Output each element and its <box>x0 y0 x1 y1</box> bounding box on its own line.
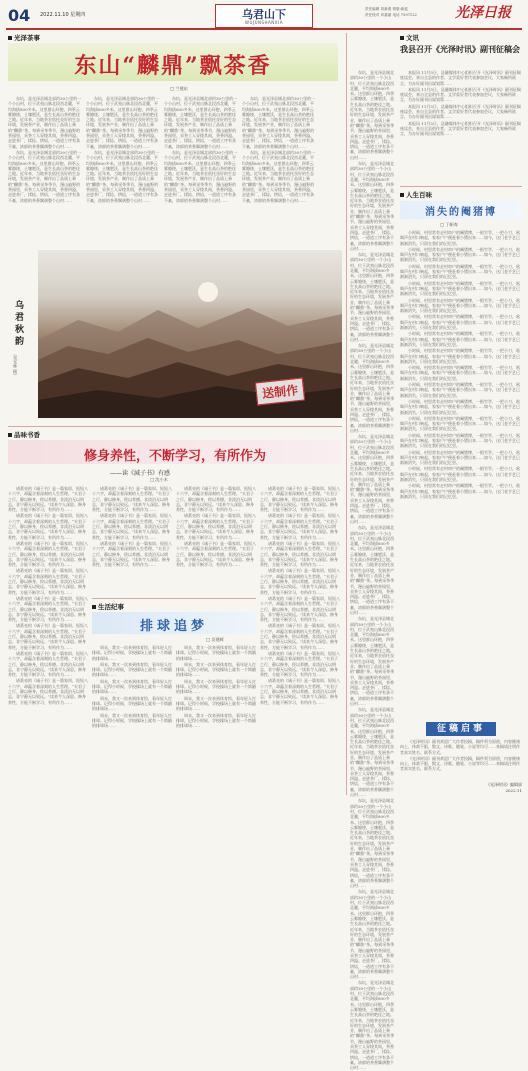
bullet-icon <box>8 36 12 40</box>
article2-col-3: 诸葛亮的《诫子书》是一篇家训，短短八十六字，却蕴含着深刻的人生哲理。“夫君子之行，静以修身，俭以养德。非淡泊无以明志，非宁静无以致远。”读来令人深思。修身养性，方能不断学习，有所作为…… 诸葛亮的《诫子书》是一篇家训，短短八十六字，却蕴含着深刻的人生哲理。“夫君子之行，静以修身，俭以养德。非淡泊无以明志，非宁静无以致远。”读来令人深思。修身养性，方能不断学习，有所作为…… 诸葛亮的《诫子书》是一篇家训，短短八十六字，却蕴含着深刻的人生哲理。“夫君子之行，静以修身，俭以养德。非淡泊无以明志，非宁静无以致远。”读来令人深思。修身养性，方能不断学习，有所作为…… <box>176 486 256 568</box>
bullet-icon <box>400 193 404 197</box>
section-label-notice: 文讯 <box>400 33 419 42</box>
article3-col-2: 周末，我又一次来到体育馆，看年轻人打排球。记得小时候，学校操场上就有一个简陋的排球场…… 周末，我又一次来到体育馆，看年轻人打排球。记得小时候，学校操场上就有一个简陋的排球场…… 周末，我又一次来到体育馆，看年轻人打排球。记得小时候，学校操场上就有一个简陋的排球场…… 周末，我又一次来到体育馆，看年轻人打排球。记得小时候，学校操场上就有一个简陋的排球场…… 周末，我又一次来到体育馆，看年轻人打排球。记得小时候，学校操场上就有一个简陋的排球场…… <box>176 645 256 729</box>
article4-headline: 消失的阉猪博 <box>425 207 497 218</box>
article2-headline-banner <box>8 440 342 464</box>
notice-body: 本报讯 11月5日，县融媒体中心组织召开《光泽时讯》副刊征稿座谈会，来自全县的作者、文学爱好者代表参加会议，大家畅所欲言，为办好副刊出谋划策…… 本报讯 11月5日，县融媒体中心组织召开《光泽时讯》副刊征稿座谈会，来自全县的作者、文学爱好者代表参加会议，大家畅所欲言，为办好副刊出谋划策…… 本报讯 11月5日，县融媒体中心组织召开《光泽时讯》副刊征稿座谈会，来自全县的作者、文学爱好者代表参加会议，大家畅所欲言，为办好副刊出谋划策…… 本报讯 11月5日，县融媒体中心组织召开《光泽时讯》副刊征稿座谈会，来自全县的作者、文学爱好者代表参加会议，大家畅所欲言，为办好副刊出谋划策…… <box>400 70 521 137</box>
article2-byline: □ 沈小木 <box>150 477 168 482</box>
article1-col-5 <box>320 96 342 246</box>
landscape-photo <box>38 250 342 418</box>
issue-date: 2022.11.10 星期四 <box>40 12 86 18</box>
bullet-icon <box>400 36 404 40</box>
article1-col-1: 东坑，是光泽县城北部约30公里的一个小山村，位于武夷山脉北段西北麓，平均海拔800多米。这里群山环抱，四季云雾缭绕，土壤肥沃，是生长高山茶的绝佳之地。近年来，当地茶农依托良好的生态环境，发展茶产业，制作出了品质上乘的“麟鼎”茶。每到采茶季节，漫山遍野的茶园里，采茶工人穿梭其间，茶香四溢。走进茶厂，揉捻、烘焙，一道道工序有条不紊，浓郁的茶香飘满整个山村…… 东坑，是光泽县城北部约30公里的一个小山村，位于武夷山脉北段西北麓，平均海拔800多米。这里群山环抱，四季云雾缭绕，土壤肥沃，是生长高山茶的绝佳之地。近年来，当地茶农依托良好的生态环境，发展茶产业，制作出了品质上乘的“麟鼎”茶。每到采茶季节，漫山遍野的茶园里，采茶工人穿梭其间，茶香四溢。走进茶厂，揉捻、烘焙，一道道工序有条不紊，浓郁的茶香飘满整个山村…… <box>8 96 82 203</box>
section-label-life: 生活纪事 <box>92 602 124 611</box>
section-label-tea: 光泽茶事 <box>8 33 40 42</box>
editor-line: 责任编辑 刘新燕 排版:新蓝 <box>365 7 409 11</box>
article3-byline: □ 吴建辉 <box>206 637 224 642</box>
section-title-box <box>215 4 313 28</box>
section-label-books: 品味书香 <box>8 430 40 439</box>
masthead-logo: 光泽日报 <box>455 5 511 21</box>
page-header <box>0 0 528 30</box>
article2-subhead: ——读《減子书》有感 <box>110 470 171 477</box>
photo-caption <box>12 300 32 377</box>
article2-col-2: 诸葛亮的《诫子书》是一篇家训，短短八十六字，却蕴含着深刻的人生哲理。“夫君子之行，静以修身，俭以养德。非淡泊无以明志，非宁静无以致远。”读来令人深思。修身养性，方能不断学习，有所作为…… 诸葛亮的《诫子书》是一篇家训，短短八十六字，却蕴含着深刻的人生哲理。“夫君子之行，静以修身，俭以养德。非淡泊无以明志，非宁静无以致远。”读来令人深思。修身养性，方能不断学习，有所作为…… 诸葛亮的《诫子书》是一篇家训，短短八十六字，却蕴含着深刻的人生哲理。“夫君子之行，静以修身，俭以养德。非淡泊无以明志，非宁静无以致远。”读来令人深思。修身养性，方能不断学习，有所作为…… <box>92 486 172 568</box>
article4-headline-banner <box>400 201 522 219</box>
article2-col-4: 诸葛亮的《诫子书》是一篇家训，短短八十六字，却蕴含着深刻的人生哲理。“夫君子之行，静以修身，俭以养德。非淡泊无以明志，非宁静无以致远。”读来令人深思。修身养性，方能不断学习，有所作为…… 诸葛亮的《诫子书》是一篇家训，短短八十六字，却蕴含着深刻的人生哲理。“夫君子之行，静以修身，俭以养德。非淡泊无以明志，非宁静无以致远。”读来令人深思。修身养性，方能不断学习，有所作为…… 诸葛亮的《诫子书》是一篇家训，短短八十六字，却蕴含着深刻的人生哲理。“夫君子之行，静以修身，俭以养德。非淡泊无以明志，非宁静无以致远。”读来令人深思。修身养性，方能不断学习，有所作为…… 诸葛亮的《诫子书》是一篇家训，短短八十六字，却蕴含着深刻的人生哲理。“夫君子之行，静以修身，俭以养德。非淡泊无以明志，非宁静无以致远。”读来令人深思。修身养性，方能不断学习，有所作为…… 诸葛亮的《诫子书》是一篇家训，短短八十六字，却蕴含着深刻的人生哲理。“夫君子之行，静以修身，俭以养德。非淡泊无以明志，非宁静无以致远。”读来令人深思。修身养性，方能不断学习，有所作为…… 诸葛亮的《诫子书》是一篇家训，短短八十六字，却蕴含着深刻的人生哲理。“夫君子之行，静以修身，俭以养德。非淡泊无以明志，非宁静无以致远。”读来令人深思。修身养性，方能不断学习，有所作为…… 诸葛亮的《诫子书》是一篇家训，短短八十六字，却蕴含着深刻的人生哲理。“夫君子之行，静以修身，俭以养德。非淡泊无以明志，非宁静无以致远。”读来令人深思。修身养性，方能不断学习，有所作为…… 诸葛亮的《诫子书》是一篇家训，短短八十六字，却蕴含着深刻的人生哲理。“夫君子之行，静以修身，俭以养德。非淡泊无以明志，非宁静无以致远。”读来令人深思。修身养性，方能不断学习，有所作为…… <box>260 486 340 705</box>
notice-headline: 我县召开《光泽时讯》副刊征稿会 <box>400 44 520 54</box>
section-pinyin: WUJUNSHANXIA <box>245 20 283 25</box>
article3-col-1: 周末，我又一次来到体育馆，看年轻人打排球。记得小时候，学校操场上就有一个简陋的排球场…… 周末，我又一次来到体育馆，看年轻人打排球。记得小时候，学校操场上就有一个简陋的排球场…… 周末，我又一次来到体育馆，看年轻人打排球。记得小时候，学校操场上就有一个简陋的排球场…… 周末，我又一次来到体育馆，看年轻人打排球。记得小时候，学校操场上就有一个简陋的排球场…… 周末，我又一次来到体育馆，看年轻人打排球。记得小时候，学校操场上就有一个简陋的排球场…… <box>92 645 172 729</box>
call-sign: 《光泽时讯》编辑部 <box>486 782 522 787</box>
article2-col-1: 诸葛亮的《诫子书》是一篇家训，短短八十六字，却蕴含着深刻的人生哲理。“夫君子之行，静以修身，俭以养德。非淡泊无以明志，非宁静无以致远。”读来令人深思。修身养性，方能不断学习，有所作为…… 诸葛亮的《诫子书》是一篇家训，短短八十六字，却蕴含着深刻的人生哲理。“夫君子之行，静以修身，俭以养德。非淡泊无以明志，非宁静无以致远。”读来令人深思。修身养性，方能不断学习，有所作为…… 诸葛亮的《诫子书》是一篇家训，短短八十六字，却蕴含着深刻的人生哲理。“夫君子之行，静以修身，俭以养德。非淡泊无以明志，非宁静无以致远。”读来令人深思。修身养性，方能不断学习，有所作为…… 诸葛亮的《诫子书》是一篇家训，短短八十六字，却蕴含着深刻的人生哲理。“夫君子之行，静以修身，俭以养德。非淡泊无以明志，非宁静无以致远。”读来令人深思。修身养性，方能不断学习，有所作为…… 诸葛亮的《诫子书》是一篇家训，短短八十六字，却蕴含着深刻的人生哲理。“夫君子之行，静以修身，俭以养德。非淡泊无以明志，非宁静无以致远。”读来令人深思。修身养性，方能不断学习，有所作为…… 诸葛亮的《诫子书》是一篇家训，短短八十六字，却蕴含着深刻的人生哲理。“夫君子之行，静以修身，俭以养德。非淡泊无以明志，非宁静无以致远。”读来令人深思。修身养性，方能不断学习，有所作为…… 诸葛亮的《诫子书》是一篇家训，短短八十六字，却蕴含着深刻的人生哲理。“夫君子之行，静以修身，俭以养德。非淡泊无以明志，非宁静无以致远。”读来令人深思。修身养性，方能不断学习，有所作为…… 诸葛亮的《诫子书》是一篇家训，短短八十六字，却蕴含着深刻的人生哲理。“夫君子之行，静以修身，俭以养德。非淡泊无以明志，非宁静无以致远。”读来令人深思。修身养性，方能不断学习，有所作为…… <box>8 486 88 705</box>
article2-headline: 修身养性，不断学习，有所作为 <box>83 449 266 464</box>
article1-headline: 东山“麟鼎”飘茶香 <box>74 53 272 79</box>
photo-caption-title: 乌君秋韵 <box>13 300 23 348</box>
photo-stamp: 送制作 <box>255 378 305 406</box>
article1-byline: □ 兰建东 <box>170 86 188 91</box>
bullet-icon <box>92 605 96 609</box>
article3-headline-banner <box>92 612 256 634</box>
article1-col-4: 东坑，是光泽县城北部约30公里的一个小山村，位于武夷山脉北段西北麓，平均海拔800多米。这里群山环抱，四季云雾缭绕，土壤肥沃，是生长高山茶的绝佳之地。近年来，当地茶农依托良好的生态环境，发展茶产业，制作出了品质上乘的“麟鼎”茶。每到采茶季节，漫山遍野的茶园里，采茶工人穿梭其间，茶香四溢。走进茶厂，揉捻、烘焙，一道道工序有条不紊，浓郁的茶香飘满整个山村…… 东坑，是光泽县城北部约30公里的一个小山村，位于武夷山脉北段西北麓，平均海拔800多米。这里群山环抱，四季云雾缭绕，土壤肥沃，是生长高山茶的绝佳之地。近年来，当地茶农依托良好的生态环境，发展茶产业，制作出了品质上乘的“麟鼎”茶。每到采茶季节，漫山遍野的茶园里，采茶工人穿梭其间，茶香四溢。走进茶厂，揉捻、烘焙，一道道工序有条不紊，浓郁的茶香飘满整个山村…… <box>242 96 316 203</box>
call-body: 《光泽时讯》副刊欢迎广大作者投稿，稿件须为原创，内容健康向上，体裁不限，散文、诗歌、随笔、小说等均可……来稿请注明作者真实姓名、联系方式。 《光泽时讯》副刊欢迎广大作者投稿，稿件须为原创，内容健康向上，体裁不限，散文、诗歌、随笔、小说等均可……来稿请注明作者真实姓名、联系方式。 <box>400 739 520 772</box>
call-title: 征稿启事 <box>426 722 496 736</box>
section-title: 乌君山下 <box>242 8 286 21</box>
article1-col-extra: 东坑，是光泽县城北部约30公里的一个小山村，位于武夷山脉北段西北麓，平均海拔800多米。这里群山环抱，四季云雾缭绕，土壤肥沃，是生长高山茶的绝佳之地。近年来，当地茶农依托良好的生态环境，发展茶产业，制作出了品质上乘的“麟鼎”茶。每到采茶季节，漫山遍野的茶园里，采茶工人穿梭其间，茶香四溢。走进茶厂，揉捻、烘焙，一道道工序有条不紊，浓郁的茶香飘满整个山村…… 东坑，是光泽县城北部约30公里的一个小山村，位于武夷山脉北段西北麓，平均海拔800多米。这里群山环抱，四季云雾缭绕，土壤肥沃，是生长高山茶的绝佳之地。近年来，当地茶农依托良好的生态环境，发展茶产业，制作出了品质上乘的“麟鼎”茶。每到采茶季节，漫山遍野的茶园里，采茶工人穿梭其间，茶香四溢。走进茶厂，揉捻、烘焙，一道道工序有条不紊，浓郁的茶香飘满整个山村…… 东坑，是光泽县城北部约30公里的一个小山村，位于武夷山脉北段西北麓，平均海拔800多米。这里群山环抱，四季云雾缭绕，土壤肥沃，是生长高山茶的绝佳之地。近年来，当地茶农依托良好的生态环境，发展茶产业，制作出了品质上乘的“麟鼎”茶。每到采茶季节，漫山遍野的茶园里，采茶工人穿梭其间，茶香四溢。走进茶厂，揉捻、烘焙，一道道工序有条不紊，浓郁的茶香飘满整个山村…… 东坑，是光泽县城北部约30公里的一个小山村，位于武夷山脉北段西北麓，平均海拔800多米。这里群山环抱，四季云雾缭绕，土壤肥沃，是生长高山茶的绝佳之地。近年来，当地茶农依托良好的生态环境，发展茶产业，制作出了品质上乘的“麟鼎”茶。每到采茶季节，漫山遍野的茶园里，采茶工人穿梭其间，茶香四溢。走进茶厂，揉捻、烘焙，一道道工序有条不紊，浓郁的茶香飘满整个山村…… 东坑，是光泽县城北部约30公里的一个小山村，位于武夷山脉北段西北麓，平均海拔800多米。这里群山环抱，四季云雾缭绕，土壤肥沃，是生长高山茶的绝佳之地。近年来，当地茶农依托良好的生态环境，发展茶产业，制作出了品质上乘的“麟鼎”茶。每到采茶季节，漫山遍野的茶园里，采茶工人穿梭其间，茶香四溢。走进茶厂，揉捻、烘焙，一道道工序有条不紊，浓郁的茶香飘满整个山村…… 东坑，是光泽县城北部约30公里的一个小山村，位于武夷山脉北段西北麓，平均海拔800多米。这里群山环抱，四季云雾缭绕，土壤肥沃，是生长高山茶的绝佳之地。近年来，当地茶农依托良好的生态环境，发展茶产业，制作出了品质上乘的“麟鼎”茶。每到采茶季节，漫山遍野的茶园里，采茶工人穿梭其间，茶香四溢。走进茶厂，揉捻、烘焙，一道道工序有条不紊，浓郁的茶香飘满整个山村…… 东坑，是光泽县城北部约30公里的一个小山村，位于武夷山脉北段西北麓，平均海拔800多米。这里群山环抱，四季云雾缭绕，土壤肥沃，是生长高山茶的绝佳之地。近年来，当地茶农依托良好的生态环境，发展茶产业，制作出了品质上乘的“麟鼎”茶。每到采茶季节，漫山遍野的茶园里，采茶工人穿梭其间，茶香四溢。走进茶厂，揉捻、烘焙，一道道工序有条不紊，浓郁的茶香飘满整个山村…… 东坑，是光泽县城北部约30公里的一个小山村，位于武夷山脉北段西北麓，平均海拔800多米。这里群山环抱，四季云雾缭绕，土壤肥沃，是生长高山茶的绝佳之地。近年来，当地茶农依托良好的生态环境，发展茶产业，制作出了品质上乘的“麟鼎”茶。每到采茶季节，漫山遍野的茶园里，采茶工人穿梭其间，茶香四溢。走进茶厂，揉捻、烘焙，一道道工序有条不紊，浓郁的茶香飘满整个山村…… 东坑，是光泽县城北部约30公里的一个小山村，位于武夷山脉北段西北麓，平均海拔800多米。这里群山环抱，四季云雾缭绕，土壤肥沃，是生长高山茶的绝佳之地。近年来，当地茶农依托良好的生态环境，发展茶产业，制作出了品质上乘的“麟鼎”茶。每到采茶季节，漫山遍野的茶园里，采茶工人穿梭其间，茶香四溢。走进茶厂，揉捻、烘焙，一道道工序有条不紊，浓郁的茶香飘满整个山村…… 东坑，是光泽县城北部约30公里的一个小山村，位于武夷山脉北段西北麓，平均海拔800多米。这里群山环抱，四季云雾缭绕，土壤肥沃，是生长高山茶的绝佳之地。近年来，当地茶农依托良好的生态环境，发展茶产业，制作出了品质上乘的“麟鼎”茶。每到采茶季节，漫山遍野的茶园里，采茶工人穿梭其间，茶香四溢。走进茶厂，揉捻、烘焙，一道道工序有条不紊，浓郁的茶香飘满整个山村…… 东坑，是光泽县城北部约30公里的一个小山村，位于武夷山脉北段西北麓，平均海拔800多米。这里群山环抱，四季云雾缭绕，土壤肥沃，是生长高山茶的绝佳之地。近年来，当地茶农依托良好的生态环境，发展茶产业，制作出了品质上乘的“麟鼎”茶。每到采茶季节，漫山遍野的茶园里，采茶工人穿梭其间，茶香四溢。走进茶厂，揉捻、烘焙，一道道工序有条不紊，浓郁的茶香飘满整个山村…… <box>350 70 395 1071</box>
proof-line: 责任校对 邓嘉丽 电话 7597122 <box>365 13 417 17</box>
photo-caption-credit: （邓光林 摄） <box>13 352 18 378</box>
article1-headline-banner <box>8 43 338 81</box>
bullet-icon <box>8 433 12 437</box>
article3-headline: 排球追梦 <box>139 619 208 634</box>
page-number: 04 <box>8 6 31 25</box>
call-box <box>400 722 522 794</box>
call-date: 2022.11 <box>505 788 522 793</box>
article1-col-3: 东坑，是光泽县城北部约30公里的一个小山村，位于武夷山脉北段西北麓，平均海拔800多米。这里群山环抱，四季云雾缭绕，土壤肥沃，是生长高山茶的绝佳之地。近年来，当地茶农依托良好的生态环境，发展茶产业，制作出了品质上乘的“麟鼎”茶。每到采茶季节，漫山遍野的茶园里，采茶工人穿梭其间，茶香四溢。走进茶厂，揉捻、烘焙，一道道工序有条不紊，浓郁的茶香飘满整个山村…… 东坑，是光泽县城北部约30公里的一个小山村，位于武夷山脉北段西北麓，平均海拔800多米。这里群山环抱，四季云雾缭绕，土壤肥沃，是生长高山茶的绝佳之地。近年来，当地茶农依托良好的生态环境，发展茶产业，制作出了品质上乘的“麟鼎”茶。每到采茶季节，漫山遍野的茶园里，采茶工人穿梭其间，茶香四溢。走进茶厂，揉捻、烘焙，一道道工序有条不紊，浓郁的茶香飘满整个山村…… <box>164 96 238 203</box>
section-label-flavors: 人生百味 <box>400 190 432 199</box>
article4-byline: □ 丁帜寿 <box>440 222 458 227</box>
article1-col-2: 东坑，是光泽县城北部约30公里的一个小山村，位于武夷山脉北段西北麓，平均海拔800多米。这里群山环抱，四季云雾缭绕，土壤肥沃，是生长高山茶的绝佳之地。近年来，当地茶农依托良好的生态环境，发展茶产业，制作出了品质上乘的“麟鼎”茶。每到采茶季节，漫山遍野的茶园里，采茶工人穿梭其间，茶香四溢。走进茶厂，揉捻、烘焙，一道道工序有条不紊，浓郁的茶香飘满整个山村…… 东坑，是光泽县城北部约30公里的一个小山村，位于武夷山脉北段西北麓，平均海拔800多米。这里群山环抱，四季云雾缭绕，土壤肥沃，是生长高山茶的绝佳之地。近年来，当地茶农依托良好的生态环境，发展茶产业，制作出了品质上乘的“麟鼎”茶。每到采茶季节，漫山遍野的茶园里，采茶工人穿梭其间，茶香四溢。走进茶厂，揉捻、烘焙，一道道工序有条不紊，浓郁的茶香飘满整个山村…… <box>86 96 160 203</box>
article4-body: 小时候，村里常有走村串户的阉猪博，一根竹竿，一把小刀，吆喝声在村口响起，家家户户便赶着小猪出来……如今，这门老手艺已渐渐消失，只留在我们的记忆里。 小时候，村里常有走村串户的阉猪博，一根竹竿，一把小刀，吆喝声在村口响起，家家户户便赶着小猪出来……如今，这门老手艺已渐渐消失，只留在我们的记忆里。 小时候，村里常有走村串户的阉猪博，一根竹竿，一把小刀，吆喝声在村口响起，家家户户便赶着小猪出来……如今，这门老手艺已渐渐消失，只留在我们的记忆里。 小时候，村里常有走村串户的阉猪博，一根竹竿，一把小刀，吆喝声在村口响起，家家户户便赶着小猪出来……如今，这门老手艺已渐渐消失，只留在我们的记忆里。 小时候，村里常有走村串户的阉猪博，一根竹竿，一把小刀，吆喝声在村口响起，家家户户便赶着小猪出来……如今，这门老手艺已渐渐消失，只留在我们的记忆里。 小时候，村里常有走村串户的阉猪博，一根竹竿，一把小刀，吆喝声在村口响起，家家户户便赶着小猪出来……如今，这门老手艺已渐渐消失，只留在我们的记忆里。 小时候，村里常有走村串户的阉猪博，一根竹竿，一把小刀，吆喝声在村口响起，家家户户便赶着小猪出来……如今，这门老手艺已渐渐消失，只留在我们的记忆里。 小时候，村里常有走村串户的阉猪博，一根竹竿，一把小刀，吆喝声在村口响起，家家户户便赶着小猪出来……如今，这门老手艺已渐渐消失，只留在我们的记忆里。 小时候，村里常有走村串户的阉猪博，一根竹竿，一把小刀，吆喝声在村口响起，家家户户便赶着小猪出来……如今，这门老手艺已渐渐消失，只留在我们的记忆里。 小时候，村里常有走村串户的阉猪博，一根竹竿，一把小刀，吆喝声在村口响起，家家户户便赶着小猪出来……如今，这门老手艺已渐渐消失，只留在我们的记忆里。 小时候，村里常有走村串户的阉猪博，一根竹竿，一把小刀，吆喝声在村口响起，家家户户便赶着小猪出来……如今，这门老手艺已渐渐消失，只留在我们的记忆里。 小时候，村里常有走村串户的阉猪博，一根竹竿，一把小刀，吆喝声在村口响起，家家户户便赶着小猪出来……如今，这门老手艺已渐渐消失，只留在我们的记忆里。 小时候，村里常有走村串户的阉猪博，一根竹竿，一把小刀，吆喝声在村口响起，家家户户便赶着小猪出来……如今，这门老手艺已渐渐消失，只留在我们的记忆里。 小时候，村里常有走村串户的阉猪博，一根竹竿，一把小刀，吆喝声在村口响起，家家户户便赶着小猪出来……如今，这门老手艺已渐渐消失，只留在我们的记忆里。 小时候，村里常有走村串户的阉猪博，一根竹竿，一把小刀，吆喝声在村口响起，家家户户便赶着小猪出来……如今，这门老手艺已渐渐消失，只留在我们的记忆里。 小时候，村里常有走村串户的阉猪博，一根竹竿，一把小刀，吆喝声在村口响起，家家户户便赶着小猪出来……如今，这门老手艺已渐渐消失，只留在我们的记忆里。 <box>400 230 520 499</box>
